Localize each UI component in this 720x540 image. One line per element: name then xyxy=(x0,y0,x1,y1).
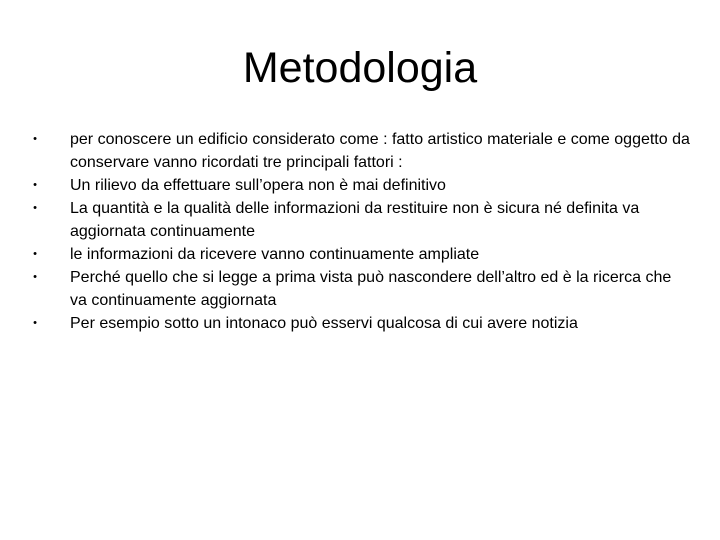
bullet-text: Perché quello che si legge a prima vista può nascondere dell’altro ed è la ricerca che va continuamente aggiornata xyxy=(70,269,672,309)
bullet-text: La quantità e la qualità delle informazioni da restituire non è sicura né definita va aggiornata continuamente xyxy=(70,200,640,240)
bullet-item xyxy=(30,174,690,197)
bullet-dot-icon: • xyxy=(33,248,37,260)
bullet-text: Un rilievo da effettuare sull’opera non è mai definitivo xyxy=(70,177,446,194)
bullet-text: Per esempio sotto un intonaco può esservi qualcosa di cui avere notizia xyxy=(70,315,578,332)
bullet-item xyxy=(30,197,690,243)
bullet-dot-icon: • xyxy=(33,271,37,283)
bullet-text: per conoscere un edificio considerato come : fatto artistico materiale e come oggetto da conservare vanno ricordati tre principali fattori : xyxy=(70,131,690,171)
bullet-dot-icon: • xyxy=(33,133,37,145)
bullet-text: le informazioni da ricevere vanno continuamente ampliate xyxy=(70,246,480,263)
bullet-dot-icon: • xyxy=(33,202,37,214)
bullet-item xyxy=(30,266,690,312)
slide-title: Metodologia xyxy=(242,44,478,92)
bullet-list xyxy=(30,128,690,335)
bullet-dot-icon: • xyxy=(33,179,37,191)
bullet-item xyxy=(30,312,690,335)
bullet-item xyxy=(30,128,690,174)
bullet-dot-icon: • xyxy=(33,317,37,329)
bullet-item xyxy=(30,243,690,266)
